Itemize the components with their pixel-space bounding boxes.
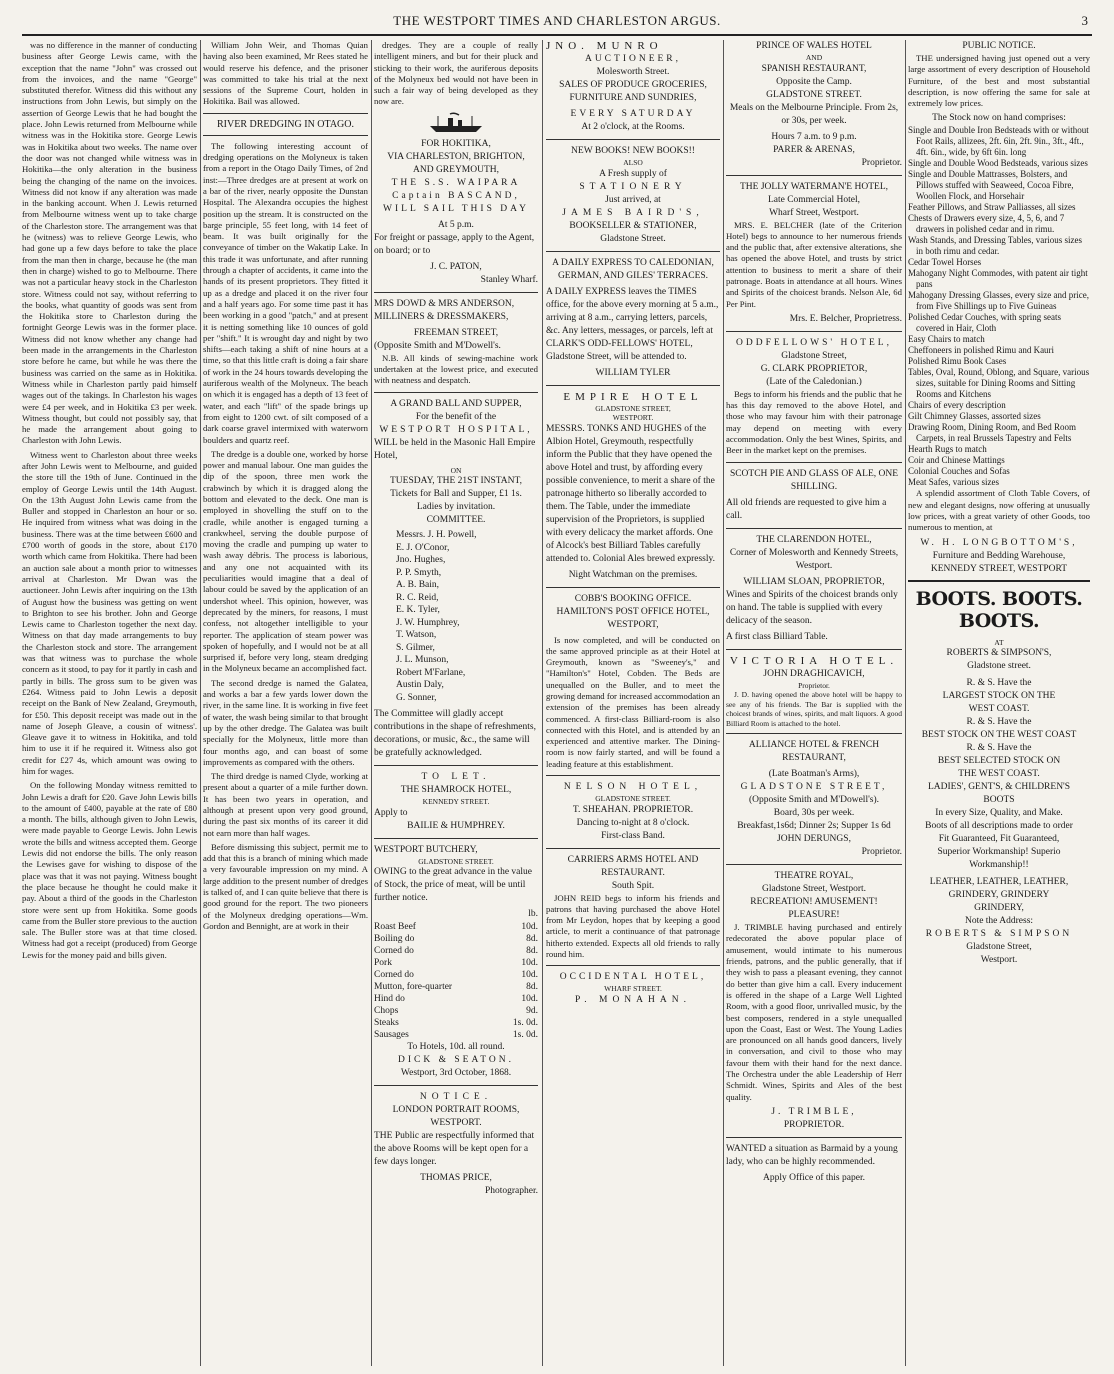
longbottom-street: KENNEDY STREET, WESTPORT — [930, 563, 1068, 574]
ship-freight: For freight or passage, apply to the Agent, on board; or to — [374, 232, 535, 256]
wanted-body: WANTED a situation as Barmaid by a young lady, who can be highly recommended. — [726, 1143, 898, 1167]
price-row — [374, 1017, 538, 1029]
committee-member: J. L. Munson, — [396, 655, 449, 666]
committee-member: T. Watson, — [396, 630, 437, 641]
meat-name: Sausages — [374, 1030, 409, 1041]
divider — [374, 1085, 538, 1086]
divider — [546, 385, 720, 386]
boots-line: Superior Workmanship! Superio — [937, 847, 1061, 858]
court-report-end: William John Weir, and Thomas Quian having also been examined, Mr Rees stated he would reserve his defence, and the prisoner was committed to take his trial at the next sessions of the Supreme Court, holden in Hokitika. Bail was allowed. — [203, 40, 368, 107]
books-also: ALSO — [623, 158, 643, 167]
article-paragraph: The following interesting account of dredging operations on the Molyneux is taken from a report in the Otago Daily Times, of 2nd inst:—Three dredges are at present at work on a bar of the river, nearly opposite the Dunstan Hospital. The Alexandra occupies the highest position up the stream. It is constructed on the barge principle, 55 feet long, with 14 feet of beam. It was built originally for the conveyance of timber on the Wakatip Lake. In this trade it was unfortunate, and after running through a chapter of accidents, it came into the hands of its present proprietors. They fitted it up as a dredge and placed it on the river four and a half years ago. For some time past it has been working in a good "patch," and at present it is netting something like 10 ounces of gold per "shift." It is wrought day and night by two shifts—each taking a shift of nine hours at a time, so that this little craft is doing a fair share of work in the 24 hours towards developing the auriferous wealth of the Molyneux. The beach on which it is engaged has a depth of 13 feet of water, and each "lift" of the spade brings up from eight to 1200 cwt. of silt composed of a dark coarse gravel intermixed with waterworn boulders and quartz reef. — [203, 140, 368, 445]
butchery-title: WESTPORT BUTCHERY, — [374, 844, 478, 855]
clarendon-title: THE CLARENDON HOTEL, — [756, 534, 872, 545]
boots-line: Fit Guaranteed, Fit Guaranteed, — [938, 834, 1060, 845]
stock-heading: The Stock now on hand comprises: — [932, 113, 1066, 124]
hamiltons-hotel: HAMILTON'S POST OFFICE HOTEL, WESTPORT, — [556, 606, 710, 630]
carriers-title: CARRIERS ARMS HOTEL AND RESTAURANT. — [567, 854, 699, 878]
divider — [726, 528, 902, 529]
meat-price: 10d. — [521, 958, 538, 969]
list-item: Gilt Chimney Glasses, assorted sizes — [908, 411, 1041, 422]
list-item: Tables, Oval, Round, Oblong, and Square, various sizes, suitable for Dining Rooms and Sitting Rooms and Kitchens — [908, 367, 1090, 400]
court-report-paragraph: was no difference in the manner of conducting business after George Lewis came, with the exception that the name "John" was crossed out from the invoices, and the name "George" substituted therefor. Witness did this without any instructions from John Lewis, but simply on the assertion of George Lewis that he had bought the place. John Lewis returned from Melbourne while witness was in the Hokitika store. George Lewis was in Hokitika about two weeks. The name over the door was not changed while witness was in Hokitika—the only alteration in the business being the changing of the name on the invoices. Witness did not know if any alteration was made in the banking account. When J. Lewis returned from Melbourne witness went up to take charge of the Charleston store. The arrangement was that he (witness) was to relieve George Lewis, who had gone up a few days before to take the place from the man then in charge, because he (the man then in charge) wished to go to Melbourne. There was not a particular heavy stock in the Charleston store. Witness could not say, without referring to the books, what quantity of goods was sent from the Hokitika store to Charleston during the fortnight George Lewis was in the former place. Witness did not know whether any change had been made in the arrangements in the Charleston store before he came, but while he was there the business was carried on the same as in Hokitika. Witness while in Charleston partly paid himself wages out of the takings. In Charleston his wages were £4 per week, and in Hokitika £3 per week. Witness thought, but could not possibly say, that he made the arrangement about going to Charleston with John Lewis. — [22, 40, 197, 446]
theatre-tagline: RECREATION! AMUSEMENT! PLEASURE! — [750, 897, 878, 921]
meat-price: 8d. — [526, 946, 538, 957]
divider — [546, 848, 720, 849]
butchery-date: Westport, 3rd October, 1868. — [400, 1068, 512, 1079]
clarendon-body: Wines and Spirits of the choicest brands only on hand. The table is supplied with every delicacy of the season. — [726, 589, 898, 626]
wanted-apply: Apply Office of this paper. — [763, 1172, 865, 1183]
masthead — [22, 10, 1092, 36]
committee-member: E. J. O'Conor, — [396, 542, 450, 553]
divider — [726, 175, 902, 176]
jolly-waterman-title: THE JOLLY WATERMAN'E HOTEL, — [740, 181, 888, 192]
new-books-title: NEW BOOKS! NEW BOOKS!! — [571, 146, 695, 156]
victoria-body: J. D. having opened the above hotel will be happy to see any of his friends. The Bar is supplied with the choicest brands of wines, spirits, and malt liquors. A good Billiard Room is attached to the hotel. — [726, 690, 902, 728]
empire-night-watchman: Night Watchman on the premises. — [568, 569, 698, 580]
books-fresh: A Fresh supply of — [599, 168, 667, 179]
boots-line: R. & S. Have the — [966, 678, 1032, 689]
column-rule — [200, 40, 201, 1366]
committee-member: Robert M'Farlane, — [396, 667, 466, 678]
boots-line: In every Size, Quality, and Make. — [935, 808, 1063, 819]
meat-name: Hind do — [374, 994, 405, 1005]
column-5 — [726, 40, 902, 1366]
clarendon-corner: Corner of Molesworth and Kennedy Streets, Westport. — [729, 547, 899, 571]
ship-agent: J. C. PATON, — [430, 261, 482, 272]
divider — [203, 113, 368, 114]
ball-tickets: Tickets for Ball and Supper, £1 1s. — [390, 489, 522, 500]
meat-name: Mutton, fore-quarter — [374, 982, 453, 993]
photographer-role: Photographer. — [484, 1186, 538, 1197]
grindery-line: GRINDERY, — [974, 903, 1024, 914]
longbottom-role: Furniture and Bedding Warehouse, — [932, 550, 1066, 561]
ball-hospital: WESTPORT HOSPITAL, — [379, 424, 533, 435]
ship-agent-address: Stanley Wharf. — [480, 274, 538, 285]
milliners-title: MRS DOWD & MRS ANDERSON, MILLINERS & DRESSMAKERS, — [374, 298, 515, 322]
jolly-late: Late Commercial Hotel, — [767, 194, 861, 205]
boots-line: BOOTS — [983, 795, 1015, 806]
ship-route-line: AND GREYMOUTH, — [412, 164, 500, 175]
to-let-agent: BAILIE & HUMPHREY. — [407, 820, 505, 831]
divider — [374, 838, 538, 839]
address-note: Note the Address: — [964, 916, 1034, 927]
alliance-street: GLADSTONE STREET, — [740, 782, 888, 793]
auctioneer-role: AUCTIONEER, — [584, 54, 682, 64]
committee-member: P. P. Smyth, — [396, 567, 442, 578]
empire-hotel-street: GLADSTONE STREET, — [595, 403, 671, 413]
article-end: dredges. They are a couple of really intelligent miners, and but for their pluck and sticking to their work, the auriferous deposits of the Molyneux bed would not have been in such a fair way of being developed as they now are. — [374, 40, 538, 107]
article-paragraph: Before dismissing this subject, permit me to add that this is a branch of mining which made a very favourable impression on my mind. A large addition to the present number of dredges is talked of, and I can quite believe that there is good ground for the report. The two pioneers of the Molyneux dredging operations—Wm. Gordon and Bennight, are at work in their — [203, 841, 368, 931]
price-row — [374, 969, 538, 981]
butchery-unit: lb. — [528, 909, 538, 920]
alliance-role: Proprietor. — [861, 847, 902, 858]
carriers-where: South Spit. — [611, 880, 655, 891]
ball-venue: WILL be held in the Masonic Hall Empire Hotel, — [374, 437, 536, 461]
meat-price: 8d. — [526, 982, 538, 993]
furniture-list — [908, 125, 1090, 488]
column-rule — [371, 40, 372, 1366]
list-item: Coir and Chinese Mattings — [908, 455, 1005, 466]
divider — [203, 135, 368, 136]
ship-sailing-notice: THE S.S. WAIPARA Captain BASCAND, WILL SAIL THIS DAY — [383, 177, 529, 214]
jolly-body: MRS. E. BELCHER (late of the Criterion Hotel) begs to announce to her numerous friends and the public that, after extensive alterations, she has opened the above Hotel, and trusts by strict attention to business to merit a share of their patronage. Boats in attendance at all hours. Wines and Spirits of the choicest brands. Nelson Ale, 6d Per Pint. — [726, 219, 902, 309]
ball-title: A GRAND BALL AND SUPPER, — [390, 398, 522, 409]
clarendon-billiard: A first class Billiard Table. — [726, 631, 828, 642]
portrait-rooms: LONDON PORTRAIT ROOMS, WESTPORT. — [392, 1105, 520, 1129]
ball-on: ON — [450, 465, 462, 475]
theatre-street: Gladstone Street, Westport. — [761, 884, 867, 895]
committee-member: J. W. Humphrey, — [396, 617, 460, 628]
jolly-street: Wharf Street, Westport. — [769, 207, 859, 218]
meat-price: 1s. 0d. — [512, 1030, 538, 1041]
boots-line: LADIES', GENT'S, & CHILDREN'S — [927, 782, 1071, 793]
ball-date: TUESDAY, THE 21ST INSTANT, — [390, 476, 522, 487]
price-row — [374, 993, 538, 1005]
divider — [726, 733, 902, 734]
meat-name: Chops — [374, 1006, 399, 1017]
divider — [726, 649, 902, 650]
column-2 — [203, 40, 368, 1366]
boots-headline: BOOTS. BOOTS. BOOTS. — [915, 587, 1083, 632]
committee-member: Jno. Hughes, — [396, 555, 446, 566]
oddfellows-body: Begs to inform his friends and the public that he has this day removed to the above Hotel, and those who may favour him with their patronage may depend on meeting with every accommodation. Only the best Wines, Spirits, and Beer in the market kept on the premises. — [726, 388, 902, 456]
public-notice-title: PUBLIC NOTICE. — [962, 41, 1036, 51]
bookseller-street: Gladstone Street. — [600, 233, 666, 244]
milliners-note: N.B. All kinds of sewing-machine work undertaken at the lowest price, and executed with neatness and despatch. — [374, 352, 538, 386]
victoria-owner: JOHN DRAGHICAVICH, — [763, 668, 865, 679]
scotch-pie-body: All old friends are requested to give him a call. — [726, 497, 887, 521]
column-3 — [374, 40, 538, 1366]
meat-name: Corned do — [374, 946, 414, 957]
committee-member: Messrs. J. H. Powell, — [396, 530, 477, 541]
oddfellows-street: Gladstone Street, — [781, 350, 847, 361]
price-row — [374, 981, 538, 993]
list-item: Drawing Room, Dining Room, and Bed Room Carpets, in real Brussels Tapestry and Felts — [908, 422, 1076, 444]
meat-price: 10d. — [521, 994, 538, 1005]
meat-price: 8d. — [526, 934, 538, 945]
nelson-hotel-title: NELSON HOTEL, — [563, 782, 703, 793]
wales-hours: Hours 7 a.m. to 9 p.m. — [771, 131, 857, 142]
divider — [374, 292, 538, 293]
divider — [546, 775, 720, 776]
theatre-role: PROPRIETOR. — [783, 1119, 845, 1130]
butchery-hotels: To Hotels, 10d. all round. — [407, 1042, 505, 1053]
boots-line: R. & S. Have the — [966, 743, 1032, 754]
clarendon-owner: WILLIAM SLOAN, PROPRIETOR, — [743, 576, 885, 587]
boots-line: R. & S. Have the — [966, 717, 1032, 728]
wales-street: GLADSTONE STREET. — [766, 89, 862, 100]
auctioneer-name: JNO. MUNRO — [546, 40, 663, 52]
list-item: Easy Chairs to match — [908, 334, 985, 345]
nelson-band: First-class Band. — [601, 830, 665, 841]
list-item: Mahogany Dressing Glasses, every size and price, from Five Shillings up to Five Guineas — [908, 290, 1089, 312]
theatre-body: J. TRIMBLE having purchased and entirely redecorated the above popular place of amusement, would intimate to his numerous friends, patrons, and the public generally, that if they wish to pass a pleasant evening, they cannot do better than give him a call. Every inducement is offered in the shape of a Large Well Lighted Room, with a good floor, unrivalled music, by the best composers, rendered in a style unequalled upon the Coast, East or West. The Young Ladies are pronounced on all hands good dancers, lively in conversation, and civil to those who may favour them with their hand for the next dance. The Orchestra under the able Leadership of Herr Schmidt. Wines, Spirits and Ales of the best quality. — [726, 922, 902, 1102]
meat-price: 10d. — [521, 922, 538, 933]
list-item: Meat Safes, various sizes — [908, 477, 999, 488]
occidental-owner: P. MONAHAN. — [575, 994, 691, 1005]
auction-sales: SALES OF PRODUCE GROCERIES, FURNITURE AND SUNDRIES, — [559, 80, 707, 103]
hamiltons-body: Is now completed, and will be conducted on the same approved principle as at their Hotel at Greymouth, known as "Sweeney's," and "Hamilton's" Hotel, Cobden. The Beds are unequalled on the Buller, and to meet the growing demand for increased accommodation an extension of the premises has been already commenced. A first-class Billiard-room is also connected with this Hotel, and is attended by an experienced and attentive marker. The Dining-room is now fairly started, and will be found a leading feature at this establishment. — [546, 634, 720, 769]
committee-heading: COMMITTEE. — [426, 515, 486, 526]
ship-time: At 5 p.m. — [438, 219, 474, 230]
ball-ladies: Ladies by invitation. — [416, 502, 496, 513]
books-stationery: STATIONERY — [579, 181, 687, 192]
list-item: Hearth Rugs to match — [908, 444, 987, 455]
price-row — [374, 1029, 538, 1041]
jolly-sign: Mrs. E. Belcher, Proprietress. — [789, 313, 902, 324]
meat-name: Corned do — [374, 970, 414, 981]
divider — [726, 462, 902, 463]
to-let-apply: Apply to — [374, 807, 408, 818]
auctioneer-street: Molesworth Street. — [596, 67, 670, 77]
ship-route-line: VIA CHARLESTON, BRIGHTON, — [387, 151, 525, 162]
portrait-notice: THE Public are respectfully informed that the above Rooms will be kept open for a few days longer. — [374, 1131, 535, 1168]
carriers-body: JOHN REID begs to inform his friends and patrons that having purchased the above Hotel from Mr Leydon, hopes that by keeping a good article, to merit a continuance of that patronage hitherto extended. Expects all old friends to rally round him. — [546, 892, 720, 960]
divider — [726, 1137, 902, 1138]
express-owner: WILLIAM TYLER — [595, 367, 671, 378]
alliance-title: ALLIANCE HOTEL & FRENCH RESTAURANT, — [748, 740, 880, 764]
express-body: A DAILY EXPRESS leaves the TIMES office, for the above every morning at 5 a.m., arriving at 8 a.m., carrying letters, parcels, &c. Any letters, messages, or parcels, left at CLARK'S ODD-FELLOWS' HOTEL, Gladstone Street, will be attended to. — [546, 286, 719, 362]
price-row — [374, 957, 538, 969]
list-item: Polished Rimu Book Cases — [908, 356, 1007, 367]
books-arrived: Just arrived, at — [605, 194, 661, 205]
boots-line: WEST COAST. — [968, 704, 1030, 715]
wales-owner: PARER & ARENAS, — [773, 144, 855, 155]
longbottom-name: W. H. LONGBOTTOM'S, — [920, 537, 1078, 548]
wales-opposite: Opposite the Camp. — [776, 76, 852, 87]
meat-price: 9d. — [526, 1006, 538, 1017]
occidental-title: OCCIDENTAL HOTEL, — [559, 972, 707, 983]
newspaper-title: THE WESTPORT TIMES AND CHARLESTON ARGUS. — [393, 13, 721, 28]
article-heading: RIVER DREDGING IN OTAGO. — [217, 118, 354, 130]
committee-member: A. B. Bain, — [396, 580, 440, 591]
article-paragraph: The second dredge is named the Galatea, and works a bar a few yards lower down the river, in the same line. It is working in five feet of water, the wash being similar to that brought up by the other dredge. The Galatea was built specially for the Molyneux, little more than four months ago, and can boast of some improvements as compared with the others. — [203, 677, 368, 767]
alliance-owner: JOHN DERUNGS, — [777, 834, 851, 845]
oddfellows-title: ODDFELLOWS' HOTEL, — [736, 337, 892, 348]
grindery-line: GRINDERY, GRINDERY — [948, 890, 1050, 901]
committee-member: E. K. Tyler, — [396, 605, 440, 616]
boots-line: BEST SELECTED STOCK ON — [937, 756, 1061, 767]
boots-line: Workmanship!! — [969, 860, 1029, 871]
cloth-covers: A splendid assortment of Cloth Table Covers, of new and elegant designs, now offering at unusually low prices, with a great variety of other Goods, too numerous to mention, at — [908, 488, 1090, 533]
boots-line: THE WEST COAST. — [958, 769, 1040, 780]
nelson-hotel-owner: T. SHEAHAN. PROPRIETOR. — [572, 804, 694, 815]
list-item: Single and Double Mattrasses, Bolsters, and Pillows stuffed with Seaweed, Cocoa Fibre, Woollen Flock, and Horsehair — [908, 169, 1074, 202]
nelson-hotel-street: GLADSTONE STREET. — [595, 794, 671, 804]
article-paragraph: The third dredge is named Clyde, working at present about a quarter of a mile further down. It has been two years in operation, and although at present upon very good ground, during the past six months of its career it did not earn more than half wages. — [203, 771, 368, 838]
steamship-icon — [426, 112, 486, 134]
address-firm: ROBERTS & SIMPSON — [925, 929, 1073, 940]
boots-street: Gladstone street. — [967, 661, 1031, 672]
divider — [546, 587, 720, 588]
oddfellows-late: (Late of the Caledonian.) — [766, 376, 862, 387]
divider — [546, 965, 720, 966]
leather-line: LEATHER, LEATHER, LEATHER, — [929, 877, 1069, 888]
list-item: Cedar Towel Horses — [908, 257, 982, 268]
list-item: Chairs of every description — [908, 400, 1006, 411]
alliance-meals: Breakfast,1s6d; Dinner 2s; Supper 1s 6d — [737, 821, 891, 832]
price-row — [374, 1005, 538, 1017]
divider — [374, 765, 538, 766]
meat-price: 1s. 0d. — [512, 1018, 538, 1029]
page-number: 3 — [1081, 13, 1088, 28]
wales-meals: Meals on the Melbourne Principle. From 2s, or 30s, per week. — [729, 102, 899, 126]
scotch-pie-title: SCOTCH PIE AND GLASS OF ALE, ONE SHILLING. — [729, 468, 899, 492]
auction-every: EVERY SATURDAY — [570, 109, 696, 119]
boots-line: LARGEST STOCK ON THE — [942, 691, 1056, 702]
address-street: Gladstone Street, — [966, 942, 1032, 953]
meat-price: 10d. — [521, 970, 538, 981]
committee-list — [396, 529, 538, 704]
bookseller-name: JAMES BAIRD'S, — [562, 207, 704, 218]
wales-role: Proprietor. — [861, 157, 902, 168]
cobbs-title: COBB'S BOOKING OFFICE. — [574, 593, 692, 604]
oddfellows-owner: G. CLARK PROPRIETOR, — [760, 363, 868, 374]
price-row — [374, 933, 538, 945]
column-rule — [723, 40, 724, 1366]
boots-firm: ROBERTS & SIMPSON'S, — [946, 648, 1052, 659]
milliners-street: FREEMAN STREET, — [413, 327, 499, 338]
wales-restaurant: SPANISH RESTAURANT, — [761, 63, 867, 74]
empire-hotel-town: WESTPORT. — [612, 413, 654, 422]
meat-name: Boiling do — [374, 934, 415, 945]
ball-benefit: For the benefit of the — [415, 411, 497, 422]
list-item: Colonial Couches and Sofas — [908, 466, 1010, 477]
divider — [726, 864, 902, 865]
committee-member: R. C. Reid, — [396, 592, 439, 603]
empire-hotel-body: MESSRS. TONKS AND HUGHES of the Albion Hotel, Greymouth, respectfully inform the Public that they have opened the above Hotel and trust, by affording every possible convenience, to merit a share of the patronage hitherto so liberally accorded to them. The Table, under the immediate supervision of the Proprietors, is supplied with every delicacy the market affords. One of Alcock's best Billiard Tables carefully attended to. Colonial Ales brewed expressly. — [546, 423, 716, 564]
column-rule — [542, 40, 543, 1366]
list-item: Polished Cedar Couches, with spring seats covered in Hair, Cloth — [908, 312, 1061, 334]
court-report-paragraph: Witness went to Charleston about three weeks after John Lewis went to Melbourne, and guided the store till the 19th of June. Continued in the employ of George Lewis until the 14th August. On the 13th August John Lewis came from the Buller and stopped in Charleston an hour or so. He inquired from witness what was doing in the business. There was at the time between £600 and £700 worth of goods in the store, about £170 worth which came from Hokitika. There had been an auction sale about a month prior to witnesses arrival at Charleston. Mr Dwan was the auctioneer. John Lewis after inquiring on the 13th of August how the business was getting on went to Brighton to see his brother. John and George Lewis came to Charleston together the next day. Witness on that day made arrangements to buy the Charleston stock and store. The arrangement was that witness was to purchase the whole concern as it stood, to pay for it partly in cash and partly in bills. The gross sum to be given was £264. Witness paid to John Lewis a deposit receipt on the Bank of New Zealand, Greymouth, for £50. This deposit receipt was made out in the name of Joseph Gleave, a cousin of witness'. Gleave gave it to witness in Hokitika, and told him to use it if he required it. Witness also got credit for £27 4s, which amount was owing to him for wages. — [22, 449, 197, 776]
ball-closing: The Committee will gladly accept contributions in the shape of refreshments, decorations, or music, &c., the same will be gratefully acknowledged. — [374, 709, 536, 759]
divider — [726, 331, 902, 332]
list-item: Chests of Drawers every size, 4, 5, 6, and 7 drawers in polished cedar and in rimu. — [908, 213, 1065, 235]
divider — [908, 580, 1090, 582]
to-let-hotel: THE SHAMROCK HOTEL, — [400, 785, 512, 796]
ship-route-line: FOR HOKITIKA, — [421, 138, 491, 149]
to-let-street: KENNEDY STREET. — [422, 797, 490, 807]
alliance-board: Board, 30s per week. — [773, 808, 855, 819]
alliance-late: (Late Boatman's Arms), — [768, 769, 860, 780]
milliners-opposite: (Opposite Smith and M'Dowell's. — [374, 340, 501, 351]
article-paragraph: The dredge is a double one, worked by horse power and manual labour. One man guides the dip of the spoon, three men work the crabwinch by which it is dragged along the bottom and elevated to the deck. One man is employed in shovelling the stuff on to the cradle, while another is engaged turning a crankwheel, serving the double purpose of moving the cradle and pumping up water to wash away débris. The process is laborious, and any one not acquainted with its peculiarities would imagine that a deal of labour could be saved by the application of an undershot wheel. This opinion, however, was deprecated by the miners, for reasons, I must confess, not altogether intelligible to your reporter. The application of steam power was spoken of hopefully, and I would not be at all surprised if, before very long, steam dredging in the Molyneux became an accomplished fact. — [203, 448, 368, 674]
theatre-title: THEATRE ROYAL, — [774, 871, 854, 882]
list-item: Wash Stands, and Dressing Tables, various sizes in both rimu and cedar. — [908, 235, 1082, 257]
boots-at: AT — [994, 637, 1004, 647]
wales-and: AND — [805, 53, 823, 62]
list-item: Mahogany Night Commodes, with patent air tight pans — [908, 268, 1088, 290]
boots-line: BEST STOCK ON THE WEST COAST — [921, 730, 1077, 741]
express-title: A DAILY EXPRESS TO CALEDONIAN, GERMAN, AND GILES' TERRACES. — [552, 257, 714, 281]
victoria-role: Proprietor. — [798, 680, 830, 690]
committee-member: S. Gilmer, — [396, 642, 435, 653]
nelson-dance: Dancing to-night at 8 o'clock. — [576, 817, 690, 828]
column-4 — [546, 40, 720, 1366]
list-item: Single and Double Iron Bedsteads with or without Foot Rails, allizees, 2ft. 6in, 2ft. 9in., 3ft., 4ft., 4ft. 6in., wide, by 6ft 6in. long — [908, 125, 1089, 158]
court-report-paragraph: On the following Monday witness remitted to John Lewis a draft for £20. Gave John Lewis bills to the amount of £400, payable at the rate of £80 a month. The bills, although given to John Lewis, were made payable to George Lewis. John Lewis wrote the bills and witness accepted them. George Lewis did not endorse the bills. The only reason the Lewises gave for wishing to dispose of the place was that it was not paying. Witness bought the place because he thought he could make it pay. About a third of the goods in the Charleston store were sent up from Hokitika. Some goods came from the Buller store previous to the auction sale. The Buller store was at that time closed. Witness had got a receipt (produced) from George Lewis for the money paid and bills given. — [22, 780, 197, 960]
boots-line: Boots of all descriptions made to order — [925, 821, 1073, 832]
notice-title: NOTICE. — [419, 1092, 493, 1103]
meat-name: Steaks — [374, 1018, 399, 1029]
butchery-intro: OWING to the great advance in the value of Stock, the price of meat, will be until further notice. — [374, 867, 533, 904]
meat-price-table — [374, 921, 538, 1041]
address-town: Westport. — [980, 955, 1018, 966]
divider — [374, 392, 538, 393]
column-6 — [908, 40, 1090, 1366]
committee-member: Austin Daly, — [396, 680, 444, 691]
butchery-firm: DICK & SEATON. — [398, 1055, 514, 1066]
wales-hotel-title: PRINCE OF WALES HOTEL — [756, 41, 872, 51]
committee-member: G. Sonner, — [396, 692, 437, 703]
auction-time: At 2 o'clock, at the Rooms. — [581, 122, 685, 132]
photographer-name: THOMAS PRICE, — [420, 1173, 492, 1184]
bookseller-role: BOOKSELLER & STATIONER, — [569, 220, 697, 231]
list-item: Single and Double Wood Bedsteads, various sizes — [908, 158, 1088, 169]
meat-name: Pork — [374, 958, 392, 969]
list-item: Cheffoneers in polished Rimu and Kauri — [908, 345, 1055, 356]
public-notice-intro: THE undersigned having just opened out a very large assortment of every description of Household Furniture, of the best and most substantial description, is now offering the same for sale at extremely low prices. — [908, 53, 1090, 109]
alliance-opposite: (Opposite Smith and M'Dowell's). — [748, 795, 880, 806]
price-row — [374, 945, 538, 957]
theatre-owner: J. TRIMBLE, — [771, 1106, 857, 1117]
list-item: Feather Pillows, and Straw Palliasses, all sizes — [908, 202, 1076, 213]
butchery-street: GLADSTONE STREET. — [418, 856, 494, 866]
occidental-street: WHARF STREET. — [604, 984, 662, 994]
price-row — [374, 921, 538, 933]
meat-name: Roast Beef — [374, 922, 416, 933]
divider — [546, 251, 720, 252]
victoria-hotel-title: VICTORIA HOTEL. — [729, 654, 899, 667]
to-let-title: TO LET. — [421, 772, 491, 783]
column-rule — [905, 40, 906, 1366]
divider — [546, 139, 720, 140]
column-1 — [22, 40, 197, 1366]
empire-hotel-title: EMPIRE HOTEL — [563, 390, 703, 403]
